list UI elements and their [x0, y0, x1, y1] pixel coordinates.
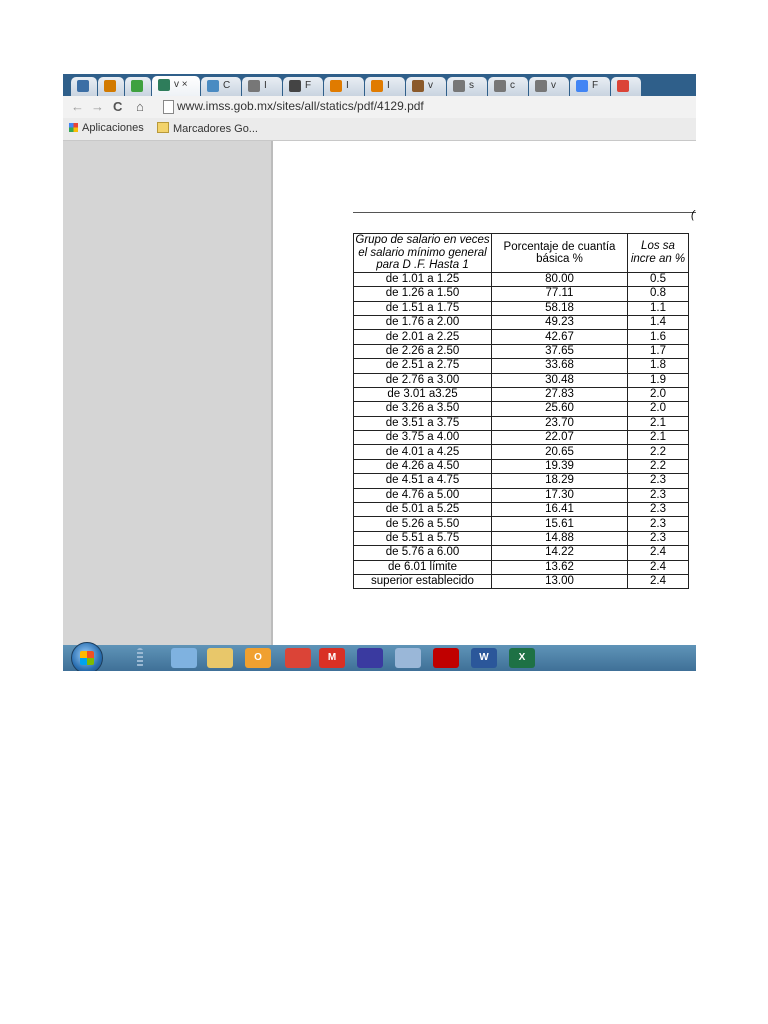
cell-increment: 2.1: [628, 431, 689, 445]
reload-icon[interactable]: C: [113, 99, 123, 114]
tab-label: I: [346, 80, 349, 91]
video-icon: [330, 80, 342, 92]
cell-increment: 2.4: [628, 574, 689, 588]
address-bar[interactable]: www.imss.gob.mx/sites/all/statics/pdf/4129.pdf: [177, 99, 424, 113]
table-row: [354, 330, 689, 344]
cell-increment: 2.3: [628, 488, 689, 502]
cell-increment: 1.6: [628, 330, 689, 344]
cell-salary-group: de 1.01 a 1.25: [354, 272, 492, 286]
cell-salary-group: de 6.01 límite: [354, 560, 492, 574]
cell-basic-percentage: 14.88: [492, 531, 628, 545]
browser-toolbar: [63, 96, 696, 118]
cell-basic-percentage: 14.22: [492, 546, 628, 560]
table-row: [354, 272, 689, 286]
cell-increment: 2.3: [628, 531, 689, 545]
tab-label: v: [551, 80, 556, 91]
tab-label: C: [223, 80, 231, 91]
flash-icon: [104, 80, 116, 92]
tab-label: v ×: [174, 79, 188, 90]
tab-6[interactable]: [283, 77, 323, 96]
screenshot-frame: [63, 74, 696, 671]
cell-basic-percentage: 22.07: [492, 431, 628, 445]
cell-basic-percentage: 33.68: [492, 359, 628, 373]
cell-increment: 0.5: [628, 272, 689, 286]
acrobat-icon[interactable]: [433, 648, 459, 668]
page-icon: [207, 80, 219, 92]
table-row: [354, 531, 689, 545]
cell-increment: 2.1: [628, 416, 689, 430]
tab-9[interactable]: [406, 77, 446, 96]
cell-salary-group: de 1.51 a 1.75: [354, 301, 492, 315]
outlook-icon[interactable]: O: [245, 648, 271, 668]
cell-basic-percentage: 58.18: [492, 301, 628, 315]
windows-flag-icon: [80, 651, 94, 665]
table-row: [354, 445, 689, 459]
cell-increment: 2.0: [628, 402, 689, 416]
document-icon: [535, 80, 547, 92]
tab-label: F: [592, 80, 599, 91]
cell-increment: 2.2: [628, 459, 689, 473]
cell-basic-percentage: 17.30: [492, 488, 628, 502]
cell-salary-group: de 4.26 a 4.50: [354, 459, 492, 473]
document-icon[interactable]: [395, 648, 421, 668]
imss-icon: [158, 79, 170, 91]
seal-icon: [412, 80, 424, 92]
tab-14[interactable]: [611, 77, 641, 96]
cell-basic-percentage: 77.11: [492, 287, 628, 301]
cell-increment: 2.3: [628, 474, 689, 488]
cell-basic-percentage: 16.41: [492, 503, 628, 517]
table-row: [354, 402, 689, 416]
table-row: [354, 315, 689, 329]
back-arrow-icon[interactable]: ←: [71, 99, 84, 114]
cell-increment: 2.2: [628, 445, 689, 459]
tab-13[interactable]: [570, 77, 610, 96]
cell-salary-group: de 3.26 a 3.50: [354, 402, 492, 416]
cell-increment: 2.3: [628, 517, 689, 531]
table-body: [354, 272, 689, 589]
cell-basic-percentage: 23.70: [492, 416, 628, 430]
bookmarks-bar: [63, 118, 696, 141]
cell-basic-percentage: 15.61: [492, 517, 628, 531]
tab-1[interactable]: [98, 77, 124, 96]
cell-salary-group: de 5.01 a 5.25: [354, 503, 492, 517]
page-header-fragment: (: [691, 209, 695, 221]
chrome-icon[interactable]: [285, 648, 311, 668]
word-icon[interactable]: W: [471, 648, 497, 668]
table-row: [354, 546, 689, 560]
cell-salary-group: de 3.51 a 3.75: [354, 416, 492, 430]
cell-basic-percentage: 30.48: [492, 373, 628, 387]
cell-increment: 2.0: [628, 387, 689, 401]
table-row: [354, 387, 689, 401]
cell-salary-group: superior establecido: [354, 574, 492, 588]
cell-salary-group: de 2.01 a 2.25: [354, 330, 492, 344]
cell-salary-group: de 5.26 a 5.50: [354, 517, 492, 531]
table-row: [354, 560, 689, 574]
cell-salary-group: de 2.51 a 2.75: [354, 359, 492, 373]
cell-increment: 1.8: [628, 359, 689, 373]
salary-table: [353, 233, 689, 589]
cell-basic-percentage: 13.00: [492, 574, 628, 588]
table-row: [354, 574, 689, 588]
cell-increment: 0.8: [628, 287, 689, 301]
forward-arrow-icon[interactable]: →: [91, 99, 104, 114]
browser-content: [63, 141, 696, 645]
cell-increment: 1.9: [628, 373, 689, 387]
cell-salary-group: de 2.26 a 2.50: [354, 344, 492, 358]
cell-salary-group: de 1.26 a 1.50: [354, 287, 492, 301]
cell-salary-group: de 5.51 a 5.75: [354, 531, 492, 545]
table-row: [354, 416, 689, 430]
page-header-rule: [353, 212, 696, 213]
tab-4[interactable]: [201, 77, 241, 96]
cell-basic-percentage: 25.60: [492, 402, 628, 416]
tab-label: s: [469, 80, 474, 91]
cell-basic-percentage: 37.65: [492, 344, 628, 358]
cell-increment: 2.4: [628, 546, 689, 560]
monitor-icon: [77, 80, 89, 92]
cell-salary-group: de 3.75 a 4.00: [354, 431, 492, 445]
document-icon: [453, 80, 465, 92]
mail-icon[interactable]: [357, 648, 383, 668]
apps-grid-icon: [69, 123, 78, 132]
file-explorer-icon[interactable]: [207, 648, 233, 668]
tab-12[interactable]: [529, 77, 569, 96]
cell-increment: 1.1: [628, 301, 689, 315]
windows-taskbar: [63, 645, 696, 671]
table-row: [354, 344, 689, 358]
table-header-row: [354, 234, 689, 273]
tab-label: I: [264, 80, 267, 91]
page-icon: [163, 100, 174, 114]
green-arrow-icon: [131, 80, 143, 92]
browser-tab-strip: [63, 74, 696, 96]
table-row: [354, 488, 689, 502]
table-row: [354, 503, 689, 517]
bookmark-folder[interactable]: Marcadores Go...: [157, 122, 258, 135]
home-icon[interactable]: ⌂: [136, 99, 144, 114]
header-salary-group: Grupo de salario en veces el salario mínimo general para D .F. Hasta 1: [355, 234, 490, 272]
cell-salary-group: de 3.01 a3.25: [354, 387, 492, 401]
table-row: [354, 517, 689, 531]
tab-8[interactable]: [365, 77, 405, 96]
cell-basic-percentage: 49.23: [492, 315, 628, 329]
tab-label: c: [510, 80, 515, 91]
video-icon: [371, 80, 383, 92]
folder-icon: [157, 122, 169, 133]
tab-10[interactable]: [447, 77, 487, 96]
bird-icon: [289, 80, 301, 92]
gmail-icon[interactable]: M: [319, 648, 345, 668]
tab-label: I: [387, 80, 390, 91]
cell-salary-group: de 1.76 a 2.00: [354, 315, 492, 329]
tab-0[interactable]: [71, 77, 97, 96]
windows-start-icon[interactable]: [71, 642, 103, 671]
cell-salary-group: de 4.76 a 5.00: [354, 488, 492, 502]
cell-basic-percentage: 20.65: [492, 445, 628, 459]
cell-salary-group: de 4.01 a 4.25: [354, 445, 492, 459]
tab-7[interactable]: [324, 77, 364, 96]
cell-basic-percentage: 80.00: [492, 272, 628, 286]
cell-basic-percentage: 13.62: [492, 560, 628, 574]
cell-salary-group: de 4.51 a 4.75: [354, 474, 492, 488]
tab-5[interactable]: [242, 77, 282, 96]
table-row: [354, 373, 689, 387]
gripper-icon[interactable]: [137, 648, 143, 668]
cell-basic-percentage: 42.67: [492, 330, 628, 344]
table-row: [354, 359, 689, 373]
tab-label: F: [305, 80, 312, 91]
table-row: [354, 474, 689, 488]
google-icon: [617, 80, 629, 92]
cell-salary-group: de 5.76 a 6.00: [354, 546, 492, 560]
cell-increment: 1.4: [628, 315, 689, 329]
cell-increment: 1.7: [628, 344, 689, 358]
tab-2[interactable]: [125, 77, 151, 96]
cell-salary-group: de 2.76 a 3.00: [354, 373, 492, 387]
pdf-viewer-gutter: [63, 141, 273, 645]
table-row: [354, 459, 689, 473]
tab-label: v: [428, 80, 433, 91]
windows-live-mail-icon[interactable]: [171, 648, 197, 668]
document-icon: [248, 80, 260, 92]
table-row: [354, 301, 689, 315]
cell-increment: 2.3: [628, 503, 689, 517]
cell-basic-percentage: 19.39: [492, 459, 628, 473]
cell-increment: 2.4: [628, 560, 689, 574]
document-icon: [494, 80, 506, 92]
cell-basic-percentage: 18.29: [492, 474, 628, 488]
table-row: [354, 287, 689, 301]
tab-11[interactable]: [488, 77, 528, 96]
bookmark-apps[interactable]: Aplicaciones: [69, 122, 144, 134]
pdf-page[interactable]: [273, 141, 696, 645]
tab-3[interactable]: [152, 76, 200, 96]
header-basic-percentage: Porcentaje de cuantía básica %: [492, 234, 628, 273]
table-row: [354, 431, 689, 445]
excel-icon[interactable]: X: [509, 648, 535, 668]
ads-icon: [576, 80, 588, 92]
cell-basic-percentage: 27.83: [492, 387, 628, 401]
header-increment: Los sa incre an %: [628, 234, 689, 273]
